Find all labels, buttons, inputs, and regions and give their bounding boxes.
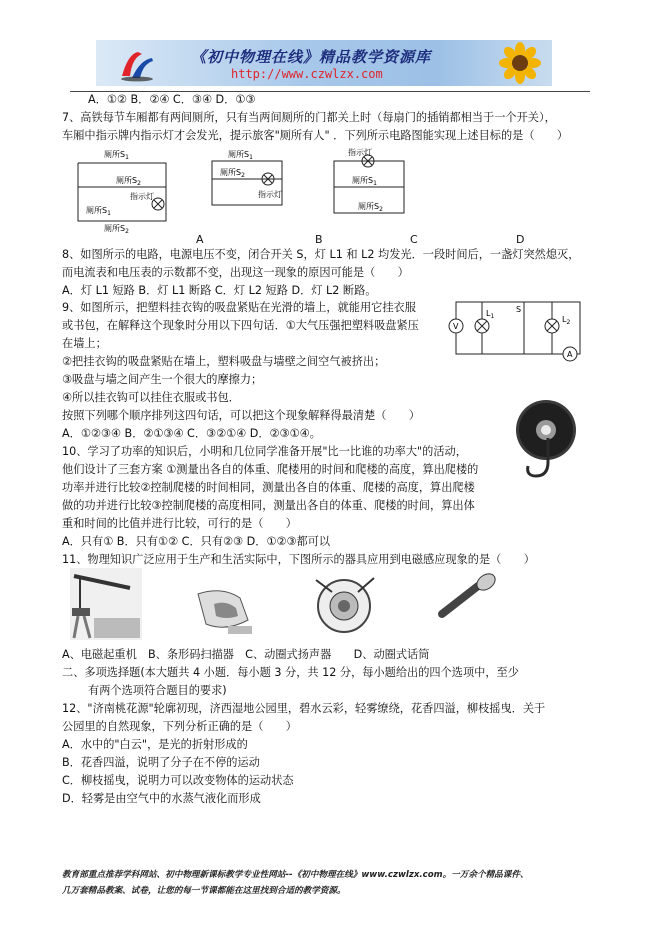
q12-stem-1: 12、"济南桃花源"轮廓初现，济西湿地公园里，碧水云彩，轻雾缭绕，花香四溢，柳枝摇曳．关于 <box>62 702 546 715</box>
q10-stem-1: 10、学习了功率的知识后，小明和几位同学准备开展"比一比谁的功率大"的活动， <box>62 445 467 458</box>
q12-option-b: B．花香四溢，说明了分子在不停的运动 <box>62 756 260 769</box>
q7a-label-s2b: 厕所$S_2$ <box>104 224 129 235</box>
q7-option-b: B <box>315 233 323 246</box>
q12-option-a: A．水中的"白云"，是光的折射形成的 <box>62 738 248 751</box>
q8-lamp1-label: $L_1$ <box>486 309 495 320</box>
q6-options: A．①② B．②④ C．③④ D．①③ <box>88 93 256 106</box>
q9-statement-2: ②把挂衣钩的吸盘紧贴在墙上，塑料吸盘与墙壁之间空气被挤出； <box>62 355 386 368</box>
banner-title: 《初中物理在线》精品教学资源库 <box>191 48 432 66</box>
q12-option-c: C．柳枝摇曳，说明力可以改变物体的运动状态 <box>62 774 294 787</box>
q7c-label-s1: 厕所$S_1$ <box>352 176 377 187</box>
q8-switch-label: S <box>516 305 522 314</box>
q7-option-d: D <box>516 233 525 246</box>
dynamic-microphone-image <box>438 572 500 620</box>
q8-circuit <box>448 296 592 368</box>
q10-stem-4: 做的功并进行比较③控制爬楼的高度相同，测量出各自的体重、爬楼的时间，算出体 <box>62 499 475 512</box>
q9-stem-2: 或书包，在解释这个现象时分用以下四句话．①大气压强把塑料吸盘紧压 <box>62 319 419 332</box>
electromagnetic-crane-image <box>70 568 142 640</box>
q10-stem-3: 功率并进行比较②控制爬楼的时间相同，测量出各自的体重、爬楼的高度，算出爬楼 <box>62 481 475 494</box>
q7-option-a: A <box>196 233 204 246</box>
q7c-label-s2: 厕所$S_2$ <box>358 202 383 213</box>
section2-heading-2: 有两个选项符合题目的要求) <box>88 684 227 697</box>
q9-stem-3: 在墙上； <box>62 337 107 350</box>
q7-circuit-b <box>206 147 290 211</box>
q7b-label-s2: 厕所$S_2$ <box>220 168 245 179</box>
q9-question: 按照下列哪个顺序排列这四句话，可以把这个现象解释得最清楚（ ） <box>62 409 421 422</box>
header-banner <box>96 40 552 86</box>
barcode-scanner-image <box>192 584 262 640</box>
q7a-label-s1: 厕所$S_1$ <box>104 150 129 161</box>
q7-stem-2: 车厢中指示牌内指示灯才会发光，提示旅客"厕所有人" ．下列所示电路图能实现上述目标的是（ ） <box>62 129 569 142</box>
q8-lamp2-label: $L_2$ <box>562 315 571 326</box>
footer-line-2: 几万套精品教案、试卷，让您的每一节课都能在这里找到合适的教学资源。 <box>62 886 346 896</box>
q9-statement-4: ④所以挂衣钩可以挂住衣服或书包． <box>62 391 240 404</box>
q7-option-c: C <box>410 233 418 246</box>
footer-line-1: 教育部重点推荐学科网站、初中物理新课标教学专业性网站--《初中物理在线》www.czwlzx.com。一万余个精品课件、 <box>62 870 529 880</box>
q8-stem-2: 而电流表和电压表的示数都不变，出现这一现象的原因可能是（ ） <box>62 266 409 279</box>
q9-statement-3: ③吸盘与墙之间产生一个很大的摩擦力； <box>62 373 263 386</box>
header-rule <box>70 91 590 92</box>
q7a-label-lamp: 指示灯 <box>130 192 154 201</box>
q10-options: A．只有① B．只有①② C．只有②③ D．①②③都可以 <box>62 535 331 548</box>
suction-hook-figure <box>508 396 586 492</box>
q8-ammeter-label: A <box>567 350 573 359</box>
q8-voltmeter-label: V <box>453 322 459 331</box>
q7b-label-lamp: 指示灯 <box>258 190 282 199</box>
site-logo-icon <box>118 46 156 82</box>
q7-stem-1: 7、高铁每节车厢都有两间厕所，只有当两间厕所的门都关上时（每扇门的插销都相当于一个开关）， <box>62 111 556 124</box>
q10-stem-2: 他们设计了三套方案 ①测量出各自的体重、爬楼用的时间和爬楼的高度，算出爬楼的 <box>62 463 479 476</box>
q7a-label-s1b: 厕所$S_1$ <box>86 206 111 217</box>
q12-stem-2: 公园里的自然现象，下列分析正确的是（ ） <box>62 720 297 733</box>
q7b-label-s1: 厕所$S_1$ <box>228 150 253 161</box>
sunflower-icon <box>490 42 546 84</box>
q8-options: A．灯 L1 短路 B．灯 L1 断路 C．灯 L2 短路 D．灯 L2 断路。 <box>62 284 377 297</box>
q9-options: A．①②③④ B．②①③④ C．③②①④ D．②③①④。 <box>62 427 321 440</box>
q12-option-d: D．轻雾是由空气中的水蒸气液化而形成 <box>62 792 261 805</box>
q9-stem-1: 9、如图所示，把塑料挂衣钩的吸盘紧贴在光滑的墙上，就能用它挂衣服 <box>62 301 416 314</box>
q8-stem-1: 8、如图所示的电路，电源电压不变，闭合开关 S，灯 L1 和 L2 均发光．一段时间后，一盏灯突然熄灭， <box>62 248 580 261</box>
q7-circuit-a <box>66 147 184 235</box>
dynamic-speaker-image <box>312 570 382 638</box>
q10-stem-5: 重和时间的比值并进行比较，可行的是（ ） <box>62 517 297 530</box>
q7-circuit-c <box>328 147 410 223</box>
banner-url: http://www.czwlzx.com <box>231 67 383 81</box>
section2-heading-1: 二、多项选择题(本大题共 4 小题．每小题 3 分，共 12 分，每小题给出的四个选项中，至少 <box>62 666 519 679</box>
q7a-label-s2: 厕所$S_2$ <box>116 176 141 187</box>
q11-stem: 11、物理知识广泛应用于生产和生活实际中，下图所示的器具应用到电磁感应现象的是（ ） <box>62 553 535 566</box>
q7c-label-lamp: 指示灯 <box>348 148 372 157</box>
q11-options: A、电磁起重机 B、条形码扫描器 C、动圈式扬声器 D、动圈式话筒 <box>62 648 430 661</box>
